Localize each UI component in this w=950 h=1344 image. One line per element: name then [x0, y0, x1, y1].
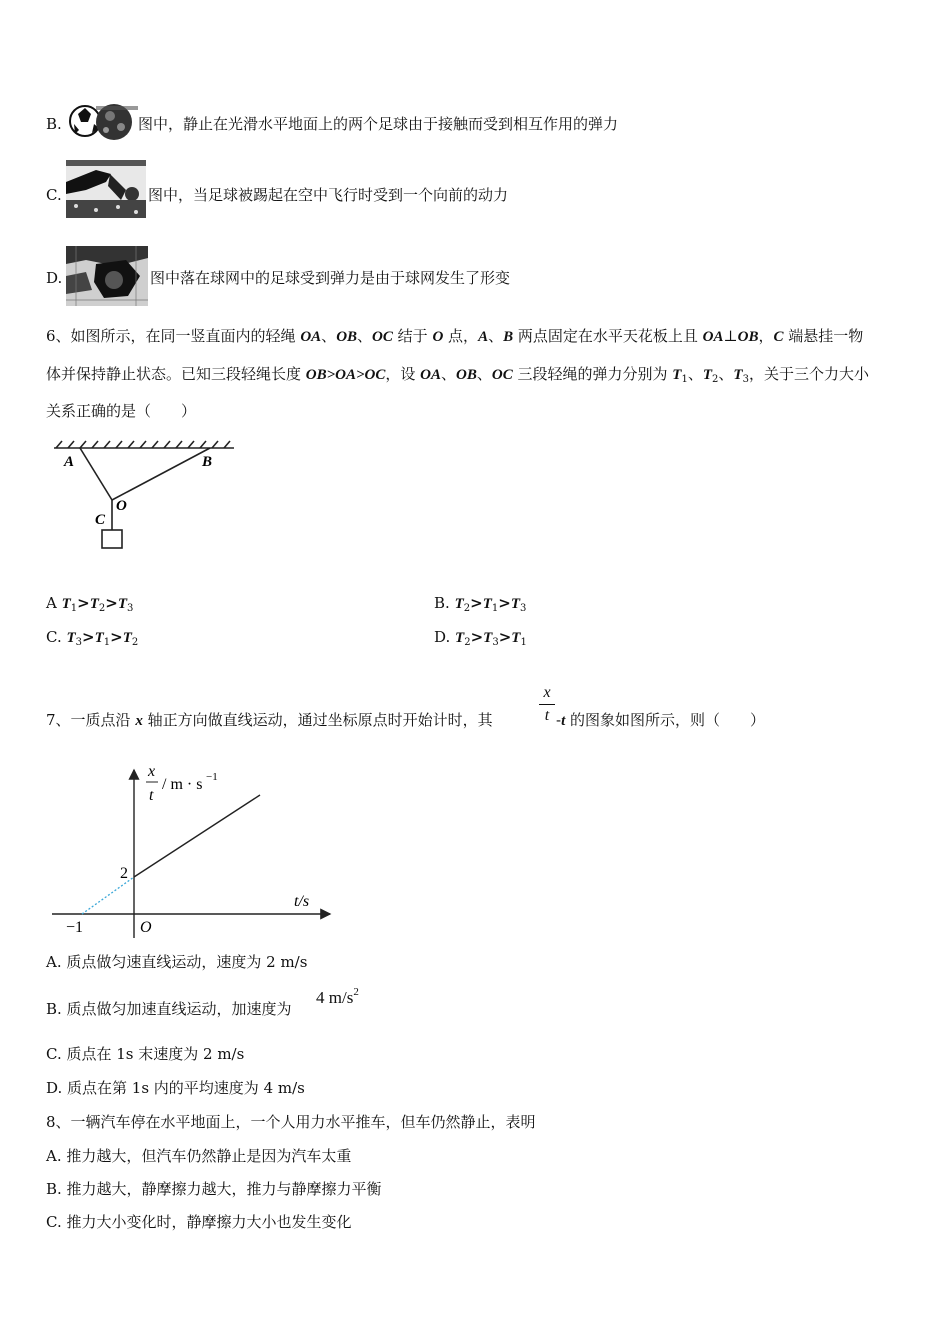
symbol: OC [491, 367, 513, 383]
q7-stem [46, 710, 493, 731]
subscript: 2 [712, 374, 719, 385]
symbol: O [432, 329, 444, 345]
q8-stem: 8、一辆汽车停在水平地面上，一个人用力水平推车，但车仍然静止，表明 [46, 1113, 536, 1131]
subscript: 3 [75, 637, 83, 648]
stem-text: 、 [488, 327, 504, 345]
soccer-balls-photo [66, 100, 138, 142]
subscript: 3 [127, 603, 134, 614]
stem-text: ，关于三个力大小 [748, 365, 869, 383]
q8-option-c: C. 推力大小变化时，静摩擦力大小也发生变化 [46, 1213, 352, 1231]
q5-option-d-text: 图中落在球网中的足球受到弹力是由于球网发生了形变 [150, 269, 511, 287]
q6-stem-line2 [46, 364, 869, 390]
stem-text: 、 [357, 327, 373, 345]
subscript: 1 [681, 374, 688, 385]
ceiling [54, 441, 234, 448]
operator: > [498, 628, 512, 646]
option-letter: B. [46, 115, 62, 133]
stem-text: 三段轻绳的弹力分别为 [512, 365, 673, 383]
graph-line [134, 795, 260, 877]
y-label-exponent: −1 [206, 771, 218, 783]
y-intercept-label: 2 [120, 865, 128, 882]
fraction-denominator: t [544, 707, 550, 724]
operator: > [498, 594, 511, 612]
option-letter: C. [46, 186, 62, 204]
stem-text: ，设 [385, 365, 421, 383]
subscript: 3 [492, 637, 499, 648]
option-letter: B. [434, 594, 455, 612]
stem-text: ， [758, 327, 774, 345]
stem-text: 的图象如图所示，则（ ） [565, 711, 766, 729]
symbol: T [455, 630, 465, 646]
symbol: T [511, 630, 521, 646]
symbol: T [672, 367, 682, 383]
y-label-denominator: t [149, 787, 154, 804]
label-a: A [64, 454, 75, 470]
stem-text: 点， [443, 327, 479, 345]
operator: > [82, 628, 95, 646]
fraction-bar [539, 704, 555, 705]
q5-option-c [46, 185, 62, 205]
operator: > [77, 594, 90, 612]
option-text: B. 质点做匀加速直线运动，加速度为 [46, 1000, 292, 1018]
subscript: 3 [742, 374, 749, 385]
q8-option-a: A. 推力越大，但汽车仍然静止是因为汽车太重 [46, 1147, 352, 1165]
stem-text: 、 [321, 327, 337, 345]
stem-text: 、 [476, 365, 492, 383]
subscript: 1 [520, 637, 527, 648]
superscript: 2 [353, 986, 359, 998]
symbol: T [510, 596, 520, 612]
symbol: T [702, 367, 713, 383]
label-c: C [95, 512, 106, 528]
symbol: T [454, 596, 464, 612]
q6-option-c [46, 627, 138, 653]
subscript: 1 [70, 603, 78, 614]
symbol: T [733, 367, 743, 383]
subscript: 3 [519, 603, 527, 614]
operator: > [470, 628, 484, 646]
q6-option-b [434, 593, 526, 619]
y-label-numerator: x [148, 763, 156, 780]
kicked-ball-photo [66, 160, 146, 218]
symbol: T [482, 596, 492, 612]
goal-net-photo [66, 246, 148, 306]
q5-option-b [46, 114, 62, 134]
q6-rope-figure [50, 438, 240, 554]
q5-option-c-text: 图中，当足球被踢起在空中飞行时受到一个向前的动力 [148, 186, 509, 204]
subscript: 1 [491, 603, 499, 614]
dashed-extension [82, 877, 134, 914]
symbol: T [483, 630, 493, 646]
q5-option-b-text: 图中，静止在光滑水平地面上的两个足球由于接触而受到相互作用的弹力 [138, 115, 619, 133]
stem-text: - [556, 711, 562, 729]
subscript: 1 [103, 637, 111, 648]
stem-text: 、 [441, 365, 457, 383]
q7-xt-graph [46, 758, 336, 942]
x-label: t/s [294, 893, 310, 910]
subscript: 2 [463, 603, 471, 614]
q7-option-d: D. 质点在第 1s 内的平均速度为 4 m/s [46, 1079, 305, 1097]
symbol: OA [702, 329, 724, 345]
q8-option-b: B. 推力越大，静摩擦力越大，推力与静摩擦力平衡 [46, 1180, 382, 1198]
q7-fraction [539, 684, 555, 725]
symbol: OA [420, 367, 442, 383]
q7-stem-tail [556, 710, 765, 731]
symbol: T [117, 596, 128, 612]
q6-stem-line1 [46, 326, 863, 347]
operator: > [110, 628, 123, 646]
label-b: B [202, 454, 213, 470]
option-letter: D. [46, 269, 63, 287]
symbol: T [61, 596, 71, 612]
option-letter: D. [434, 628, 456, 646]
symbol: B [503, 329, 514, 345]
q6-option-a [46, 593, 133, 619]
symbol: OB>OA>OC [305, 367, 386, 383]
rope-oa [80, 448, 112, 500]
stem-text: 轴正方向做直线运动，通过坐标原点时开始计时，其 [142, 711, 493, 729]
stem-text: 、 [718, 365, 734, 383]
operator: > [470, 594, 483, 612]
stem-text: 两点固定在水平天花板上且 [513, 327, 703, 345]
stem-text: 体并保持静止状态。已知三段轻绳长度 [46, 365, 306, 383]
origin-label: O [140, 919, 152, 936]
rope-ob [112, 448, 213, 500]
symbol: T [89, 596, 99, 612]
symbol: OB [336, 329, 358, 345]
stem-text: 结于 [392, 327, 433, 345]
fraction-numerator: x [543, 684, 551, 701]
symbol: t [561, 713, 566, 729]
stem-text: 端悬挂一物 [783, 327, 864, 345]
stem-text: 6、如图所示，在同一竖直面内的轻绳 [46, 327, 301, 345]
stem-text: 、 [687, 365, 703, 383]
q7-option-c: C. 质点在 1s 末速度为 2 m/s [46, 1045, 245, 1063]
hanging-block [102, 530, 122, 548]
q6-stem-line3: 关系正确的是（ ） [46, 402, 197, 420]
symbol: OB [737, 329, 759, 345]
subscript: 2 [464, 637, 471, 648]
symbol: OC [372, 329, 393, 345]
option-letter: A [46, 594, 62, 612]
y-label-unit: / m · s [162, 776, 203, 793]
subscript: 2 [98, 603, 106, 614]
symbol: OB [456, 367, 477, 383]
subscript: 2 [131, 637, 139, 648]
symbol: OA [300, 329, 322, 345]
operator: > [105, 594, 118, 612]
symbol: C [773, 329, 784, 345]
symbol: T [66, 630, 76, 646]
symbol: x [135, 713, 143, 729]
q6-option-d [434, 627, 527, 653]
option-letter: C. [46, 628, 67, 646]
q7-option-a: A. 质点做匀速直线运动，速度为 2 m/s [46, 953, 308, 971]
q7-option-b-value [316, 986, 359, 1008]
stem-text: ⊥ [723, 327, 738, 345]
q5-option-d [46, 268, 62, 288]
symbol: A [478, 329, 489, 345]
symbol: T [94, 630, 104, 646]
x-intercept-label: −1 [66, 919, 84, 936]
stem-text: 7、一质点沿 [46, 711, 136, 729]
label-o: O [116, 498, 127, 514]
symbol: T [122, 630, 132, 646]
q7-option-b [46, 999, 292, 1019]
acceleration-value: 4 m/s [316, 988, 354, 1007]
